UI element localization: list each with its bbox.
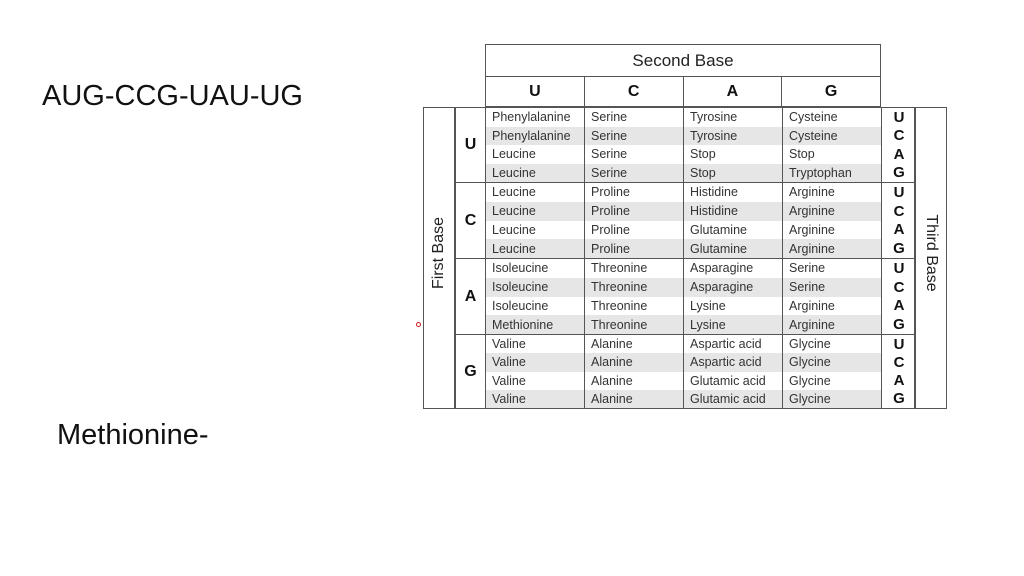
third-base-letter: U <box>893 183 905 201</box>
first-base-letter: U <box>456 108 486 182</box>
amino-acid-cell: Glutamine <box>684 239 782 258</box>
amino-acid-cell: Histidine <box>684 202 782 221</box>
first-base-letter: C <box>456 183 486 258</box>
amino-acid-cell: Glutamine <box>690 222 747 237</box>
amino-acid-cell: Threonine <box>591 298 648 313</box>
amino-acid-cell: Serine <box>789 261 826 276</box>
amino-acid-cell: Tyrosine <box>684 127 782 146</box>
codon-column <box>783 108 882 182</box>
amino-acid-cell: Valine <box>486 390 584 408</box>
codon-column <box>585 259 684 334</box>
codon-column <box>684 335 783 408</box>
amino-acid-cell: Glutamic acid <box>684 390 782 408</box>
amino-acid-cell: Aspartic acid <box>684 353 782 371</box>
codon-column <box>684 259 783 334</box>
codon-column <box>783 183 882 258</box>
third-base-letter: G <box>893 316 905 334</box>
amino-acid-cell: Leucine <box>492 147 536 162</box>
amino-acid-cell: Phenylalanine <box>486 127 584 146</box>
amino-acid-cell: Glycine <box>789 373 831 388</box>
amino-acid-cell: Valine <box>492 337 526 352</box>
amino-acid-cell: Stop <box>684 164 782 183</box>
amino-acid-cell: Aspartic acid <box>690 337 762 352</box>
amino-acid-cell: Arginine <box>783 239 881 258</box>
third-base-letter: G <box>893 390 905 408</box>
amino-acid-cell: Tyrosine <box>690 110 738 125</box>
third-base-letter: C <box>893 202 905 220</box>
amino-acid-cell: Leucine <box>486 239 584 258</box>
codon-group <box>455 259 915 335</box>
amino-acid-cell: Leucine <box>486 202 584 221</box>
codon-column <box>486 108 585 182</box>
third-base-letter: A <box>893 297 905 315</box>
second-base-letter: C <box>585 77 684 106</box>
amino-acid-cell: Arginine <box>783 315 881 334</box>
amino-acid-cell: Cysteine <box>789 110 838 125</box>
codon-column <box>585 335 684 408</box>
second-base-header: Second Base <box>485 44 881 76</box>
amino-acid-cell: Arginine <box>789 298 835 313</box>
amino-acid-cell: Threonine <box>585 315 683 334</box>
amino-acid-cell: Proline <box>585 202 683 221</box>
pointer-dot <box>416 322 421 327</box>
amino-acid-cell: Leucine <box>486 164 584 183</box>
third-base-letter: U <box>893 335 905 353</box>
amino-acid-cell: Alanine <box>591 373 633 388</box>
amino-acid-cell: Serine <box>591 110 628 125</box>
amino-acid-cell: Proline <box>591 185 630 200</box>
amino-acid-cell: Asparagine <box>684 278 782 297</box>
codon-column <box>486 259 585 334</box>
codon-group <box>455 107 915 183</box>
amino-acid-cell: Serine <box>585 164 683 183</box>
amino-acid-cell: Lysine <box>690 298 726 313</box>
codon-grid <box>455 107 915 409</box>
amino-acid-cell: Tryptophan <box>783 164 881 183</box>
amino-acid-cell: Threonine <box>585 278 683 297</box>
third-base-letter: G <box>893 240 905 258</box>
amino-acid-cell: Cysteine <box>783 127 881 146</box>
amino-acid-cell: Proline <box>591 222 630 237</box>
third-base-label: Third Base <box>923 214 940 292</box>
second-base-letter: A <box>684 77 783 106</box>
amino-acid-cell: Isoleucine <box>492 298 549 313</box>
amino-acid-cell: Alanine <box>591 337 633 352</box>
amino-acid-cell: Arginine <box>789 222 835 237</box>
amino-acid-cell: Methionine <box>486 315 584 334</box>
codon-group <box>455 183 915 259</box>
amino-acid-cell: Stop <box>789 147 815 162</box>
third-base-letter: A <box>893 145 905 163</box>
codon-column <box>486 335 585 408</box>
amino-acid-cell: Stop <box>690 147 716 162</box>
codon-column <box>684 108 783 182</box>
third-base-letter: C <box>893 127 905 145</box>
first-base-letter: G <box>456 335 486 408</box>
amino-acid-cell: Leucine <box>492 222 536 237</box>
third-base-letter: C <box>893 353 905 371</box>
amino-acid-cell: Serine <box>783 278 881 297</box>
codon-column <box>486 183 585 258</box>
first-base-label: First Base <box>430 217 447 290</box>
amino-acid-cell: Threonine <box>591 261 648 276</box>
amino-acid-cell: Arginine <box>783 202 881 221</box>
codon-column <box>585 183 684 258</box>
third-base-letter: A <box>893 372 905 390</box>
amino-acid-cell: Glutamic acid <box>690 373 766 388</box>
amino-acid-cell: Isoleucine <box>492 261 549 276</box>
amino-acid-cell: Leucine <box>492 185 536 200</box>
third-base-letter: U <box>893 108 905 126</box>
codon-column <box>783 335 882 408</box>
codon-sequence-text: AUG-CCG-UAU-UG <box>42 80 303 112</box>
answer-text: Methionine- <box>57 419 209 451</box>
amino-acid-cell: Histidine <box>690 185 738 200</box>
first-base-letter: A <box>456 259 486 334</box>
amino-acid-cell: Isoleucine <box>486 278 584 297</box>
third-base-letter: U <box>893 259 905 277</box>
amino-acid-cell: Glycine <box>789 337 831 352</box>
amino-acid-cell: Glycine <box>783 390 881 408</box>
amino-acid-cell: Asparagine <box>690 261 754 276</box>
second-base-letter: U <box>486 77 585 106</box>
codon-table <box>423 44 947 409</box>
amino-acid-cell: Arginine <box>789 185 835 200</box>
amino-acid-cell: Alanine <box>585 390 683 408</box>
amino-acid-cell: Valine <box>486 353 584 371</box>
third-base-letter: G <box>893 164 905 182</box>
second-base-letter: G <box>824 83 838 100</box>
amino-acid-cell: Glycine <box>783 353 881 371</box>
codon-column <box>684 183 783 258</box>
amino-acid-cell: Phenylalanine <box>492 110 571 125</box>
amino-acid-cell: Proline <box>585 239 683 258</box>
second-base-letters <box>485 76 881 107</box>
codon-group <box>455 335 915 409</box>
third-base-letter: A <box>893 221 905 239</box>
amino-acid-cell: Serine <box>585 127 683 146</box>
first-base-column <box>423 107 455 409</box>
amino-acid-cell: Valine <box>492 373 526 388</box>
third-base-column <box>915 107 947 409</box>
amino-acid-cell: Alanine <box>585 353 683 371</box>
amino-acid-cell: Lysine <box>684 315 782 334</box>
third-base-letter: C <box>893 278 905 296</box>
codon-column <box>783 259 882 334</box>
amino-acid-cell: Serine <box>591 147 628 162</box>
codon-column <box>585 108 684 182</box>
